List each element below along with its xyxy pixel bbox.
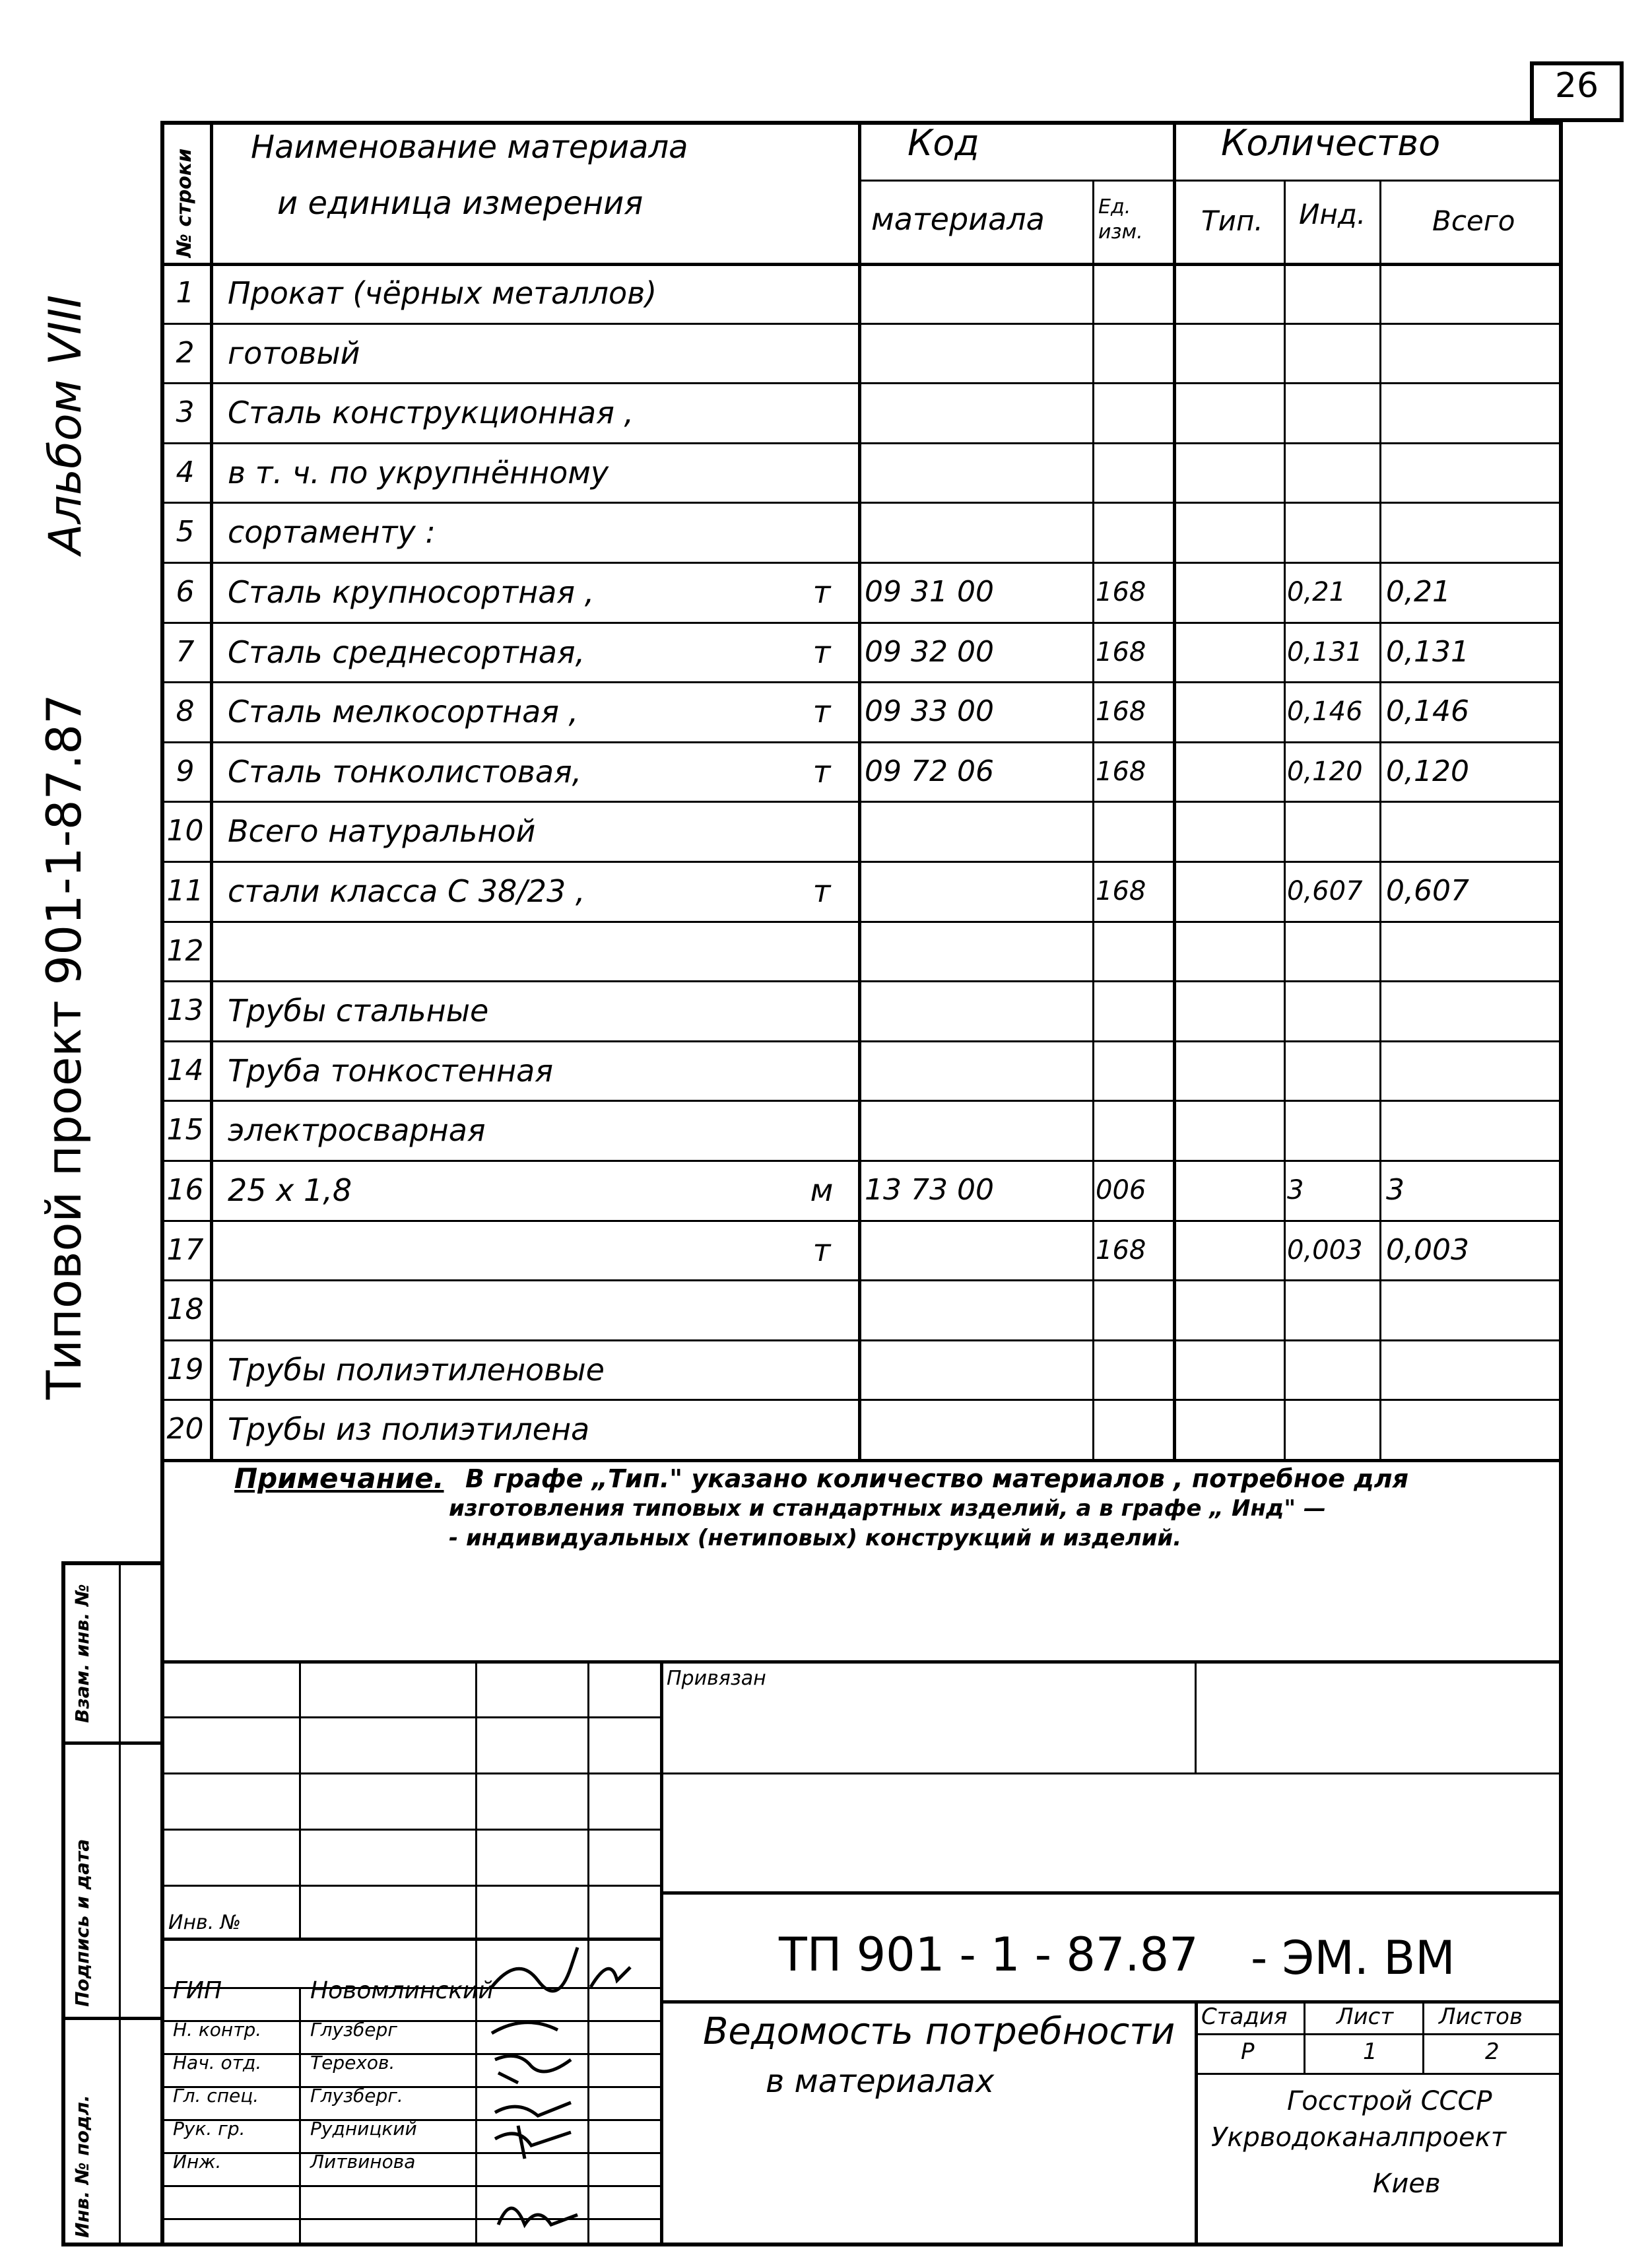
- stamp-person-role: Рук. гр.: [173, 2118, 246, 2140]
- row-unit-abbr: [789, 980, 855, 1040]
- row-typ: [1175, 741, 1280, 801]
- row-unit-code: [1096, 980, 1168, 1040]
- row-unit-code: [1096, 801, 1168, 861]
- row-ind: [1287, 382, 1376, 442]
- row-code: [865, 980, 1089, 1040]
- row-unit-code: 006: [1096, 1174, 1146, 1205]
- row-unit-code: [1096, 502, 1168, 562]
- row-ind: [1287, 1100, 1376, 1160]
- row-typ: [1175, 980, 1280, 1040]
- row-code: [865, 1040, 1089, 1100]
- row-ind: [1287, 323, 1376, 383]
- row-unit-abbr: [789, 442, 855, 502]
- row-code: [865, 323, 1089, 383]
- row-typ: [1175, 382, 1280, 442]
- header-material: материала: [871, 201, 1045, 237]
- stamp-title-line1: Ведомость потребности: [703, 2010, 1175, 2053]
- row-ind: 3: [1287, 1174, 1304, 1205]
- row-unit-code: 168: [1096, 875, 1146, 906]
- stamp-org-line3: Киев: [1373, 2169, 1441, 2199]
- stamp-person-role: Инж.: [173, 2151, 222, 2173]
- row-typ: [1175, 1040, 1280, 1100]
- row-unit-code: 168: [1096, 1234, 1146, 1265]
- row-total: [1386, 801, 1558, 861]
- row-name: [228, 921, 789, 981]
- stamp-privyazan: Привязан: [667, 1667, 766, 1690]
- row-total: [1386, 1040, 1558, 1100]
- row-total: 0,003: [1386, 1233, 1469, 1267]
- signature-4: [495, 2103, 571, 2116]
- header-code: Код: [908, 122, 979, 164]
- signature-2: [492, 2023, 558, 2033]
- row-name: в т. ч. по укрупнённому: [228, 454, 609, 490]
- stamp-person-role: Н. контр.: [173, 2019, 262, 2041]
- row-code: [865, 861, 1089, 921]
- row-number: 18: [166, 1293, 204, 1326]
- row-number: 4: [176, 456, 195, 489]
- row-code: [865, 921, 1089, 981]
- row-code: [865, 1220, 1089, 1280]
- row-code: [865, 382, 1089, 442]
- row-typ: [1175, 1279, 1280, 1339]
- header-row-no: № строки: [173, 148, 196, 257]
- row-unit-code: [1096, 1279, 1168, 1339]
- row-typ: [1175, 1399, 1280, 1459]
- row-name: [228, 1220, 789, 1280]
- row-total: 3: [1386, 1173, 1404, 1207]
- row-total: 0,21: [1386, 575, 1451, 609]
- row-name: Сталь конструкционная ,: [228, 394, 634, 430]
- stamp-person-name: Литвинова: [310, 2151, 416, 2173]
- row-ind: [1287, 502, 1376, 562]
- header-name-line2: и единица измерения: [277, 185, 644, 222]
- row-typ: [1175, 921, 1280, 981]
- row-ind: 0,146: [1287, 696, 1363, 727]
- row-ind: [1287, 1399, 1376, 1459]
- row-total: 0,607: [1386, 874, 1469, 908]
- stamp-sheet-label: Лист: [1337, 2004, 1394, 2030]
- row-unit-code: [1096, 263, 1168, 323]
- row-typ: [1175, 1220, 1280, 1280]
- row-name: [228, 1279, 789, 1339]
- row-ind: 0,003: [1287, 1234, 1363, 1265]
- row-unit-abbr: т: [812, 1232, 831, 1268]
- project-label: Типовой проект 901-1-87.87: [36, 694, 92, 1400]
- row-code: 09 31 00: [865, 575, 994, 609]
- stamp-person-name: Новомлинский: [310, 1977, 494, 2004]
- signature-3: [495, 2056, 571, 2083]
- stamp-org-line2: Укрводоканалпроект: [1211, 2122, 1507, 2153]
- row-name: Трубы стальные: [228, 992, 489, 1029]
- row-unit-code: [1096, 323, 1168, 383]
- row-total: [1386, 382, 1558, 442]
- row-total: 0,120: [1386, 755, 1469, 788]
- header-total: Всего: [1432, 205, 1515, 237]
- row-ind: [1287, 980, 1376, 1040]
- signature-6: [498, 2208, 578, 2225]
- stamp-org-line1: Госстрой СССР: [1287, 2086, 1492, 2116]
- left-label-vzam: Взам. инв. №: [71, 1584, 93, 1723]
- row-code: [865, 263, 1089, 323]
- row-code: [865, 1339, 1089, 1400]
- row-number: 2: [176, 336, 195, 370]
- row-unit-abbr: т: [812, 753, 831, 790]
- row-unit-abbr: [789, 801, 855, 861]
- stamp-sheet: 1: [1363, 2039, 1377, 2065]
- row-unit-code: 168: [1096, 756, 1146, 787]
- row-ind: 0,120: [1287, 756, 1363, 787]
- row-name: Прокат (чёрных металлов): [228, 275, 657, 311]
- row-unit-abbr: т: [812, 873, 831, 909]
- row-code: 09 32 00: [865, 635, 994, 669]
- row-ind: [1287, 1279, 1376, 1339]
- row-unit-abbr: [789, 263, 855, 323]
- row-typ: [1175, 442, 1280, 502]
- row-code: [865, 502, 1089, 562]
- row-unit-abbr: [789, 502, 855, 562]
- row-number: 6: [176, 575, 195, 609]
- row-number: 13: [166, 994, 204, 1027]
- row-unit-abbr: [789, 921, 855, 981]
- row-typ: [1175, 1160, 1280, 1220]
- row-unit-code: [1096, 921, 1168, 981]
- row-name: Трубы полиэтиленовые: [228, 1351, 605, 1388]
- row-name: Сталь среднесортная,: [228, 634, 585, 670]
- row-unit-abbr: [789, 1339, 855, 1400]
- album-label: Альбом VIII: [40, 294, 92, 555]
- stamp-inv-no: Инв. №: [168, 1911, 242, 1934]
- row-name: готовый: [228, 335, 360, 371]
- row-number: 12: [166, 934, 204, 968]
- row-code: [865, 442, 1089, 502]
- row-number: 7: [176, 635, 195, 669]
- stamp-stage: Р: [1241, 2039, 1255, 2065]
- row-unit-code: [1096, 442, 1168, 502]
- note-label: Примечание.: [234, 1462, 444, 1495]
- row-number: 19: [166, 1353, 204, 1386]
- row-total: [1386, 323, 1558, 383]
- row-unit-abbr: [789, 323, 855, 383]
- row-unit-abbr: [789, 382, 855, 442]
- row-number: 8: [176, 694, 195, 728]
- row-total: [1386, 263, 1558, 323]
- row-typ: [1175, 681, 1280, 741]
- row-code: [865, 1399, 1089, 1459]
- stamp-person-name: Глузберг.: [310, 2085, 403, 2107]
- row-unit-abbr: [789, 1399, 855, 1459]
- signature-1: [492, 1947, 630, 1991]
- row-ind: [1287, 1040, 1376, 1100]
- row-unit-code: [1096, 1100, 1168, 1160]
- row-name: стали класса С 38/23 ,: [228, 873, 585, 909]
- row-unit-code: 168: [1096, 636, 1146, 667]
- row-ind: 0,21: [1287, 576, 1346, 607]
- header-name-line1: Наименование материала: [251, 129, 688, 166]
- row-unit-abbr: [789, 1040, 855, 1100]
- row-total: [1386, 1279, 1558, 1339]
- row-name: 25 х 1,8: [228, 1172, 352, 1208]
- row-total: [1386, 1339, 1558, 1400]
- row-total: 0,131: [1386, 635, 1469, 669]
- row-total: [1386, 502, 1558, 562]
- row-unit-abbr: [789, 1100, 855, 1160]
- row-name: Сталь мелкосортная ,: [228, 693, 579, 729]
- row-typ: [1175, 502, 1280, 562]
- row-unit-code: [1096, 382, 1168, 442]
- note-line2: изготовления типовых и стандартных изделий, а в графе „ Инд" —: [449, 1495, 1326, 1522]
- row-unit-abbr: т: [812, 574, 831, 610]
- stamp-designation-suffix: - ЭМ. ВМ: [1251, 1931, 1455, 1985]
- row-number: 14: [166, 1054, 204, 1087]
- row-unit-code: 168: [1096, 576, 1146, 607]
- row-code: 09 72 06: [865, 755, 994, 788]
- header-typ: Тип.: [1201, 205, 1263, 237]
- row-ind: [1287, 921, 1376, 981]
- row-ind: 0,131: [1287, 636, 1363, 667]
- row-number: 17: [166, 1233, 204, 1267]
- row-ind: 0,607: [1287, 875, 1363, 906]
- row-unit-code: [1096, 1040, 1168, 1100]
- row-number: 9: [176, 755, 195, 788]
- row-number: 3: [176, 395, 195, 429]
- row-total: [1386, 1100, 1558, 1160]
- stamp-person-name: Глузберг: [310, 2019, 397, 2041]
- note-line3: - индивидуальных (нетиповых) конструкций и изделий.: [449, 1525, 1182, 1551]
- row-number: 16: [166, 1173, 204, 1207]
- row-code: 09 33 00: [865, 694, 994, 728]
- header-unit: Ед. изм.: [1098, 195, 1143, 244]
- row-number: 11: [166, 874, 204, 908]
- stamp-stage-label: Стадия: [1201, 2004, 1288, 2030]
- row-typ: [1175, 801, 1280, 861]
- row-typ: [1175, 1100, 1280, 1160]
- row-total: [1386, 442, 1558, 502]
- row-typ: [1175, 1339, 1280, 1400]
- row-code: [865, 1279, 1089, 1339]
- stamp-person-role: Гл. спец.: [173, 2085, 259, 2107]
- stamp-person-role: Нач. отд.: [173, 2052, 262, 2074]
- stamp-person-role: ГИП: [173, 1977, 222, 2004]
- row-unit-abbr: м: [810, 1172, 834, 1208]
- row-ind: [1287, 263, 1376, 323]
- left-label-podpis: Подпись и дата: [71, 1839, 93, 2007]
- row-total: [1386, 1399, 1558, 1459]
- row-name: Сталь крупносортная ,: [228, 574, 595, 610]
- row-code: 13 73 00: [865, 1173, 994, 1207]
- row-number: 1: [176, 276, 195, 310]
- left-label-inv: Инв. № подл.: [71, 2095, 93, 2238]
- row-unit-abbr: [789, 1279, 855, 1339]
- header-quantity: Количество: [1221, 122, 1441, 164]
- signatures: [479, 1941, 670, 2244]
- row-unit-abbr: т: [812, 634, 831, 670]
- row-ind: [1287, 442, 1376, 502]
- row-name: сортаменту :: [228, 514, 436, 550]
- row-name: Трубы из полиэтилена: [228, 1411, 590, 1447]
- row-code: [865, 801, 1089, 861]
- row-unit-code: [1096, 1339, 1168, 1400]
- row-total: [1386, 980, 1558, 1040]
- row-ind: [1287, 1339, 1376, 1400]
- row-typ: [1175, 263, 1280, 323]
- row-unit-code: 168: [1096, 696, 1146, 727]
- row-number: 10: [166, 814, 204, 848]
- row-unit-abbr: т: [812, 693, 831, 729]
- row-name: электросварная: [228, 1112, 486, 1148]
- header-ind: Инд.: [1299, 198, 1366, 230]
- row-number: 20: [166, 1412, 204, 1446]
- row-total: 0,146: [1386, 694, 1469, 728]
- row-unit-code: [1096, 1399, 1168, 1459]
- row-name: Сталь тонколистовая,: [228, 753, 582, 790]
- signature-5: [495, 2126, 571, 2159]
- row-name: Всего натуральной: [228, 813, 536, 849]
- row-typ: [1175, 861, 1280, 921]
- row-number: 15: [166, 1113, 204, 1147]
- note-line1: В графе „Тип." указано количество материалов , потребное для: [465, 1464, 1409, 1493]
- stamp-designation: ТП 901 - 1 - 87.87: [779, 1928, 1199, 1982]
- row-ind: [1287, 801, 1376, 861]
- stamp-sheets-label: Листов: [1439, 2004, 1523, 2030]
- stamp-person-name: Рудницкий: [310, 2118, 417, 2140]
- row-code: [865, 1100, 1089, 1160]
- row-name: Труба тонкостенная: [228, 1052, 554, 1089]
- page-number: 26: [1554, 66, 1599, 106]
- stamp-person-name: Терехов.: [310, 2052, 395, 2074]
- row-typ: [1175, 622, 1280, 682]
- stamp-sheets: 2: [1485, 2039, 1500, 2065]
- row-number: 5: [176, 515, 195, 549]
- row-total: [1386, 921, 1558, 981]
- row-typ: [1175, 562, 1280, 622]
- row-typ: [1175, 323, 1280, 383]
- stamp-title-line2: в материалах: [766, 2063, 995, 2100]
